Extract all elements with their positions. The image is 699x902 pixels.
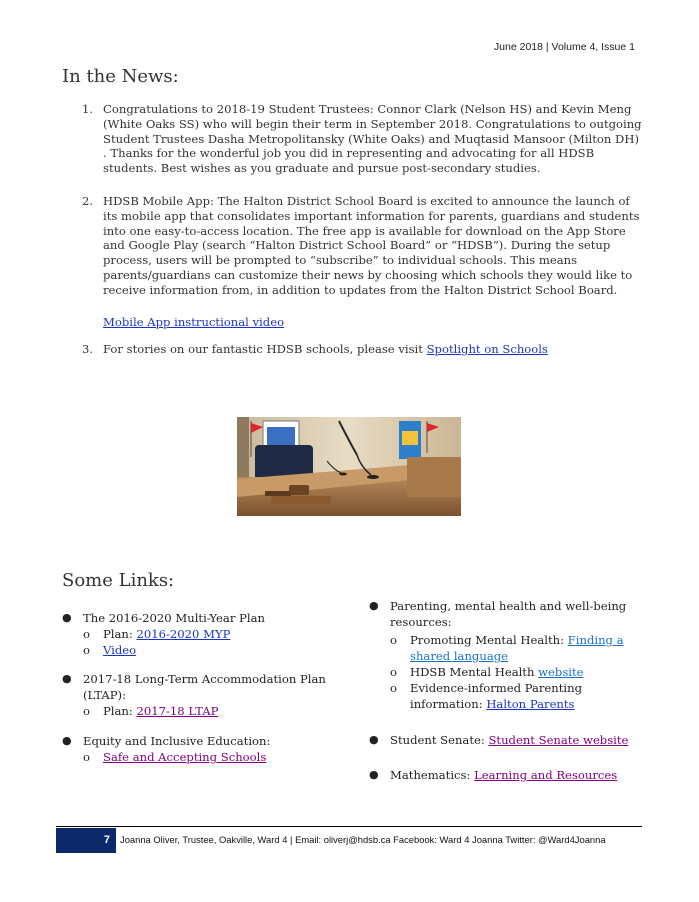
bullet-icon: ● — [62, 734, 72, 747]
circle-bullet-icon: o — [83, 704, 90, 718]
bullet-icon: ● — [369, 733, 379, 746]
list-item: ● Equity and Inclusive Education: — [62, 734, 271, 748]
hdsb-mental-health-link[interactable]: website — [538, 665, 584, 679]
page-number: 7 — [56, 828, 116, 853]
news-item — [82, 102, 642, 176]
bullet-icon: ● — [62, 611, 72, 624]
finding-shared-language-link[interactable]: Finding a shared language — [410, 633, 624, 663]
list-item: o HDSB Mental Health website — [390, 665, 584, 679]
safe-accepting-schools-link[interactable]: Safe and Accepting Schools — [103, 750, 267, 764]
list-item: o Promoting Mental Health: Finding a shared language — [390, 633, 624, 663]
student-senate-link[interactable]: Student Senate website — [488, 733, 629, 747]
issue-info: June 2018 | Volume 4, Issue 1 — [493, 41, 635, 53]
list-item: ● The 2016-2020 Multi-Year Plan — [62, 611, 265, 625]
footer-contact: Joanna Oliver, Trustee, Oakville, Ward 4 | Email: oliverj@hdsb.ca Facebook: Ward 4 Joanna Twitter: @Ward4Joanna — [120, 834, 606, 845]
item-number: 1. — [82, 102, 94, 116]
links-heading: Some Links: — [62, 570, 175, 591]
news-item — [82, 342, 642, 357]
circle-bullet-icon: o — [83, 750, 90, 764]
links-left-column — [62, 610, 332, 765]
myp-video-link[interactable]: Video — [103, 643, 137, 657]
footer-divider — [56, 826, 642, 827]
bullet-icon: ● — [62, 672, 72, 685]
list-item: o Plan: 2016-2020 MYP — [83, 627, 231, 641]
list-item — [62, 642, 332, 658]
myp-link[interactable]: 2016-2020 MYP — [136, 627, 231, 641]
item-number: 3. — [82, 342, 94, 356]
circle-bullet-icon: o — [390, 665, 397, 679]
news-heading: In the News: — [62, 66, 179, 87]
halton-parents-link[interactable]: Halton Parents — [486, 697, 575, 711]
circle-bullet-icon: o — [390, 681, 397, 695]
spotlight-on-schools-link[interactable]: Spotlight on Schools — [426, 342, 548, 356]
list-item: o Plan: 2017-18 LTAP — [83, 704, 219, 718]
bullet-icon: ● — [369, 599, 379, 612]
list-item: ● 2017-18 Long-Term Accommodation Plan (LTAP): — [62, 672, 326, 702]
news-item-text: For stories on our fantastic HDSB schools, please visit — [103, 342, 427, 356]
list-item — [62, 749, 332, 765]
ltap-link[interactable]: 2017-18 LTAP — [136, 704, 219, 718]
learning-resources-link[interactable]: Learning and Resources — [474, 768, 618, 782]
list-item: ● Parenting, mental health and well-being resources: — [369, 599, 627, 629]
board-room-photo — [237, 417, 461, 516]
news-item — [82, 194, 642, 329]
list-item: o Evidence-informed Parenting information: Halton Parents — [390, 681, 583, 711]
item-number: 2. — [82, 194, 94, 208]
news-item-text: Congratulations to 2018-19 Student Trustees: Connor Clark (Nelson HS) and Kevin Meng (White Oaks SS) who will begin their term in September 2018. Congratulations to outgoing Student Trustees Dasha Metropolitansky (White Oaks) and Muqtasid Mansoor (Milton DH) . Thanks for the wonderful job you did in representing and advocating for all HDSB students. Best wishes as you graduate and pursue post-secondary studies. — [103, 102, 642, 176]
mobile-app-video-link[interactable]: Mobile App instructional video — [103, 314, 285, 329]
bullet-icon: ● — [369, 768, 379, 781]
circle-bullet-icon: o — [390, 633, 397, 647]
links-right-column — [369, 598, 644, 783]
list-item: ● Mathematics: Learning and Resources — [369, 768, 618, 782]
circle-bullet-icon: o — [83, 643, 90, 657]
news-item-text: HDSB Mobile App: The Halton District School Board is excited to announce the launch of its mobile app that consolidates important information for parents, guardians and students into one easy-to-access location. The free app is available for download on the App Store and Google Play (search “Halton District School Board” or “HDSB”). During the setup process, users will be prompted to “subscribe” to individual schools. This means parents/guardians can customize their news by choosing which schools they would like to receive information from, in addition to updates from the Halton District School Board. — [103, 194, 640, 297]
circle-bullet-icon: o — [83, 627, 90, 641]
list-item: ● Student Senate: Student Senate website — [369, 733, 629, 747]
